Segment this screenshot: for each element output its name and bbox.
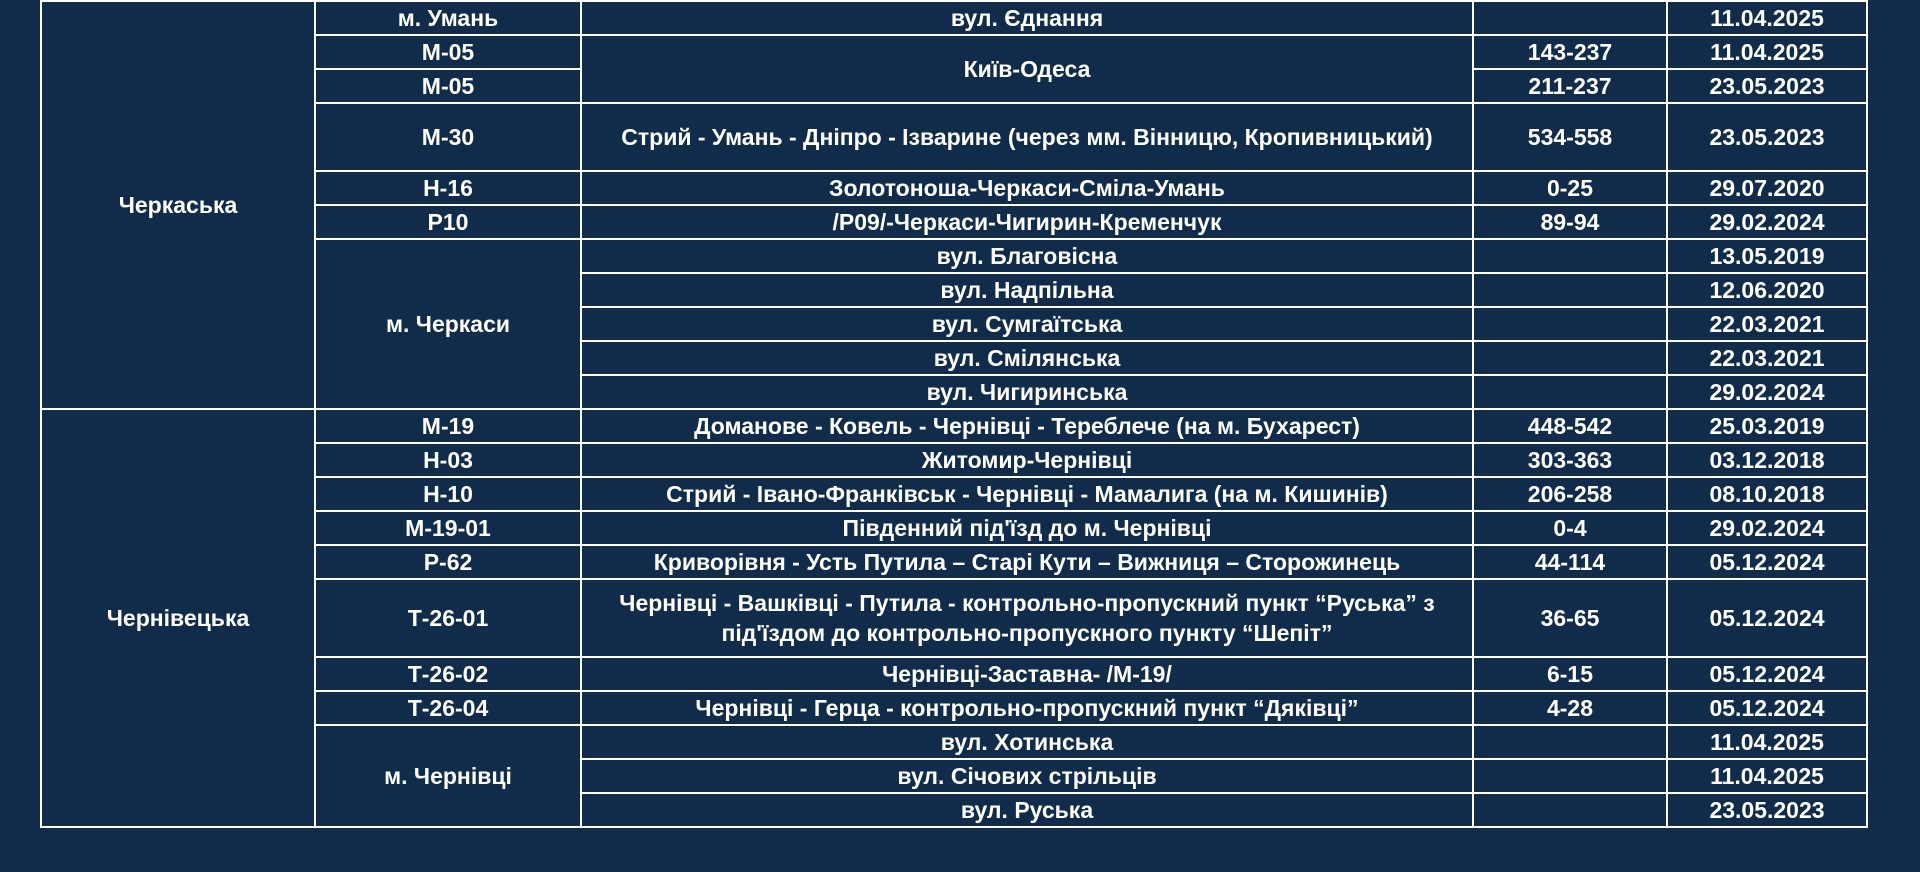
- road-name-cell: Доманове - Ковель - Чернівці - Тереблече (на м. Бухарест): [581, 409, 1473, 443]
- road-name-cell: Стрий - Умань - Дніпро - Ізварине (через мм. Вінницю, Кропивницький): [581, 103, 1473, 171]
- table-row: [41, 171, 1867, 205]
- road-cell: М-05: [315, 69, 581, 103]
- table-row: [41, 103, 1867, 171]
- table-row: [41, 657, 1867, 691]
- km-cell: 303-363: [1473, 443, 1667, 477]
- road-name-cell: вул. Сумгаїтська: [581, 307, 1473, 341]
- road-cell: Н-03: [315, 443, 581, 477]
- table-row: [41, 691, 1867, 725]
- km-cell: 534-558: [1473, 103, 1667, 171]
- date-cell: 23.05.2023: [1667, 793, 1867, 827]
- km-cell: [1473, 239, 1667, 273]
- road-cell: Н-16: [315, 171, 581, 205]
- road-cell: М-30: [315, 103, 581, 171]
- date-cell: 05.12.2024: [1667, 657, 1867, 691]
- km-cell: 6-15: [1473, 657, 1667, 691]
- road-cell: Р10: [315, 205, 581, 239]
- road-name-cell: Криворівня - Усть Путила – Старі Кути – Вижниця – Сторожинець: [581, 545, 1473, 579]
- table-row: [41, 1, 1867, 35]
- table-row: [41, 579, 1867, 657]
- date-cell: 05.12.2024: [1667, 579, 1867, 657]
- road-name-cell: вул. Єднання: [581, 1, 1473, 35]
- km-cell: 143-237: [1473, 35, 1667, 69]
- road-cell: Н-10: [315, 477, 581, 511]
- date-cell: 22.03.2021: [1667, 307, 1867, 341]
- road-cell: Т-26-02: [315, 657, 581, 691]
- km-cell: 448-542: [1473, 409, 1667, 443]
- roads-table-container: [40, 0, 1868, 828]
- road-cell: М-05: [315, 35, 581, 69]
- road-name-cell: Київ-Одеса: [581, 35, 1473, 103]
- date-cell: 13.05.2019: [1667, 239, 1867, 273]
- date-cell: 03.12.2018: [1667, 443, 1867, 477]
- road-name-cell: вул. Хотинська: [581, 725, 1473, 759]
- road-cell: М-19: [315, 409, 581, 443]
- km-cell: [1473, 307, 1667, 341]
- date-cell: 29.02.2024: [1667, 205, 1867, 239]
- km-cell: [1473, 341, 1667, 375]
- road-cell: м. Умань: [315, 1, 581, 35]
- road-name-cell: Чернівці - Вашківці - Путила - контрольно-пропускний пункт “Руська” з під'їздом до контрольно-пропускного пункту “Шепіт”: [581, 579, 1473, 657]
- table-row: [41, 725, 1867, 759]
- road-name-cell: Чернівці - Герца - контрольно-пропускний пункт “Дяківці”: [581, 691, 1473, 725]
- date-cell: 11.04.2025: [1667, 1, 1867, 35]
- date-cell: 23.05.2023: [1667, 103, 1867, 171]
- km-cell: [1473, 759, 1667, 793]
- date-cell: 11.04.2025: [1667, 35, 1867, 69]
- km-cell: 0-25: [1473, 171, 1667, 205]
- road-cell: Т-26-04: [315, 691, 581, 725]
- road-cell: М-19-01: [315, 511, 581, 545]
- road-name-cell: вул. Чигиринська: [581, 375, 1473, 409]
- km-cell: [1473, 375, 1667, 409]
- road-name-cell: Південний під'їзд до м. Чернівці: [581, 511, 1473, 545]
- road-name-cell: вул. Січових стрільців: [581, 759, 1473, 793]
- date-cell: 12.06.2020: [1667, 273, 1867, 307]
- date-cell: 22.03.2021: [1667, 341, 1867, 375]
- road-cell: Т-26-01: [315, 579, 581, 657]
- road-cell: м. Черкаси: [315, 239, 581, 409]
- date-cell: 11.04.2025: [1667, 725, 1867, 759]
- road-name-cell: вул. Руська: [581, 793, 1473, 827]
- road-name-cell: Стрий - Івано-Франківськ - Чернівці - Мамалига (на м. Кишинів): [581, 477, 1473, 511]
- table-row: [41, 409, 1867, 443]
- km-cell: [1473, 273, 1667, 307]
- km-cell: 0-4: [1473, 511, 1667, 545]
- date-cell: 05.12.2024: [1667, 545, 1867, 579]
- km-cell: 36-65: [1473, 579, 1667, 657]
- km-cell: 4-28: [1473, 691, 1667, 725]
- table-row: [41, 205, 1867, 239]
- road-name-cell: Чернівці-Заставна- /М-19/: [581, 657, 1473, 691]
- road-name-cell: /Р09/-Черкаси-Чигирин-Кременчук: [581, 205, 1473, 239]
- region-cell: Черкаська: [41, 1, 315, 409]
- table-row: [41, 239, 1867, 273]
- date-cell: 29.02.2024: [1667, 375, 1867, 409]
- date-cell: 23.05.2023: [1667, 69, 1867, 103]
- road-name-cell: вул. Надпільна: [581, 273, 1473, 307]
- date-cell: 29.02.2024: [1667, 511, 1867, 545]
- road-name-cell: вул. Смілянська: [581, 341, 1473, 375]
- road-cell: м. Чернівці: [315, 725, 581, 827]
- table-row: [41, 477, 1867, 511]
- table-row: [41, 35, 1867, 69]
- km-cell: [1473, 1, 1667, 35]
- road-name-cell: вул. Благовісна: [581, 239, 1473, 273]
- region-cell: Чернівецька: [41, 409, 315, 827]
- date-cell: 29.07.2020: [1667, 171, 1867, 205]
- date-cell: 11.04.2025: [1667, 759, 1867, 793]
- date-cell: 08.10.2018: [1667, 477, 1867, 511]
- km-cell: 89-94: [1473, 205, 1667, 239]
- date-cell: 05.12.2024: [1667, 691, 1867, 725]
- road-name-cell: Золотоноша-Черкаси-Сміла-Умань: [581, 171, 1473, 205]
- table-row: [41, 545, 1867, 579]
- road-name-cell: Житомир-Чернівці: [581, 443, 1473, 477]
- table-row: [41, 511, 1867, 545]
- table-row: [41, 443, 1867, 477]
- km-cell: 44-114: [1473, 545, 1667, 579]
- km-cell: 211-237: [1473, 69, 1667, 103]
- roads-table: [40, 0, 1868, 828]
- km-cell: 206-258: [1473, 477, 1667, 511]
- km-cell: [1473, 725, 1667, 759]
- date-cell: 25.03.2019: [1667, 409, 1867, 443]
- km-cell: [1473, 793, 1667, 827]
- road-cell: Р-62: [315, 545, 581, 579]
